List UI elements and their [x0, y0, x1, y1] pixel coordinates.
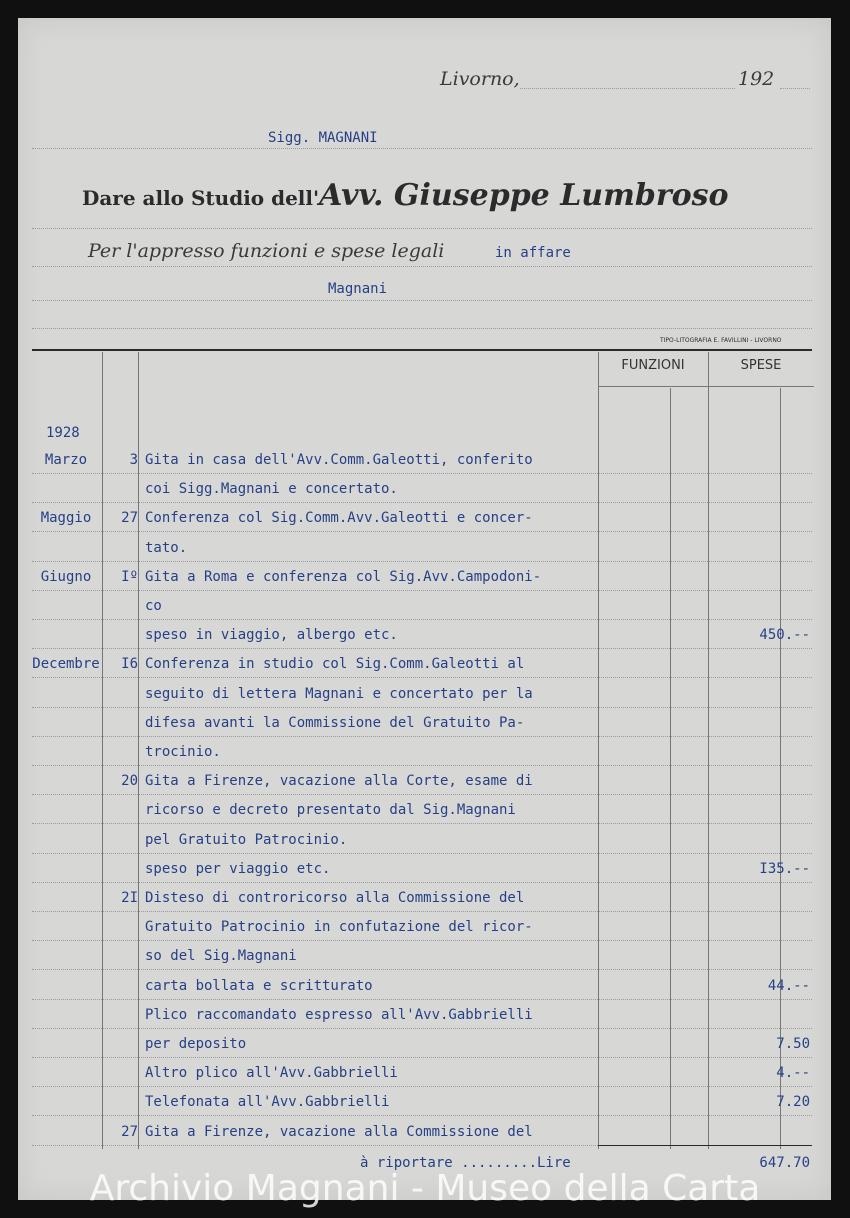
subject-line-1: in affare [495, 245, 571, 261]
ledger-row [0, 623, 850, 651]
ledger-row-dotline [32, 1086, 812, 1087]
ledger-row-dotline [32, 794, 812, 795]
ledger-description: co [145, 598, 162, 614]
ledger-row-dotline [32, 473, 812, 474]
ledger-row [0, 448, 850, 476]
carry-forward-label: à riportare .........Lire [360, 1155, 571, 1171]
recipient-dotline [32, 148, 812, 149]
ledger-description: per deposito [145, 1036, 247, 1052]
ledger-row-dotline [32, 736, 812, 737]
title-prefix: Dare allo Studio dell' [82, 186, 320, 210]
ledger-row [0, 974, 850, 1002]
ledger-row-dotline [32, 1057, 812, 1058]
ledger-row [0, 477, 850, 505]
ledger-month: Decembre [32, 656, 100, 673]
ledger-row [0, 711, 850, 739]
ledger-day: 27 [121, 1123, 138, 1140]
ledger-spese-amount: 450.-- [759, 627, 810, 644]
ledger-spese-amount: 44.-- [767, 977, 810, 994]
ledger-description: speso per viaggio etc. [145, 860, 331, 877]
funzioni-header: FUNZIONI [621, 358, 685, 373]
ledger-day: 3 [129, 452, 138, 468]
ledger-row-dotline [32, 911, 812, 912]
ledger-row [0, 506, 850, 534]
printer-credit: TIPO-LITOGRAFIA E. FAVILLINI - LIVORNO [660, 337, 782, 344]
ledger-description: speso in viaggio, albergo etc. [145, 627, 398, 644]
ledger-row-dotline [32, 619, 812, 620]
ledger-row-dotline [32, 590, 812, 591]
ledger-description: carta bollata e scritturato [145, 977, 373, 994]
ledger-row [0, 944, 850, 972]
ledger-row [0, 857, 850, 885]
title-name: Avv. Giuseppe Lumbroso [319, 178, 729, 213]
ledger-description: tato. [145, 539, 188, 556]
ledger-day: 2I [121, 890, 138, 906]
ledger-row [0, 652, 850, 680]
ledger-description: Altro plico all'Avv.Gabbrielli [145, 1065, 398, 1082]
ledger-day: I6 [121, 656, 138, 673]
ledger-month: Maggio [40, 510, 92, 527]
ledger-row [0, 740, 850, 768]
ledger-row [0, 798, 850, 826]
ledger-description: coi Sigg.Magnani e concertato. [145, 481, 398, 498]
archive-watermark: Archivio Magnani - Museo della Carta [89, 1168, 761, 1209]
date-dotline [520, 88, 735, 89]
title-dotline [32, 228, 812, 229]
ledger-description: Gita in casa dell'Avv.Comm.Galeotti, conferito [145, 452, 533, 468]
ledger-description: Disteso di controricorso alla Commissione del [145, 890, 525, 906]
ledger-spese-amount: 4.-- [776, 1065, 810, 1082]
subtitle: Per l'appresso funzioni e spese legali [88, 240, 445, 262]
spese-header: SPESE [740, 358, 782, 373]
ledger-row-dotline [32, 853, 812, 854]
ledger-row-dotline [32, 707, 812, 708]
ledger-row [0, 594, 850, 622]
ledger-row-dotline [32, 531, 812, 532]
ledger-row-dotline [32, 1028, 812, 1029]
ledger-month: Marzo [44, 452, 88, 468]
ledger-row-dotline [32, 823, 812, 824]
ledger-row-dotline [32, 677, 812, 678]
ledger-row [0, 1061, 850, 1089]
year-dotline [780, 88, 810, 89]
ledger-row [0, 769, 850, 797]
letterhead-title [82, 178, 729, 213]
header-rule [32, 349, 812, 351]
ledger-row-dotline [32, 882, 812, 883]
blank-dotline [32, 328, 812, 329]
ledger-description: trocinio. [145, 744, 221, 760]
subject-dotline [32, 300, 812, 301]
ledger-description: Telefonata all'Avv.Gabbrielli [145, 1094, 390, 1111]
ledger-row [0, 828, 850, 856]
ledger-description: Gita a Roma e conferenza col Sig.Avv.Campodoni- [145, 568, 542, 585]
subject-line-2: Magnani [328, 281, 388, 297]
ledger-row [0, 536, 850, 564]
ledger-row [0, 1003, 850, 1031]
ledger-row [0, 1120, 850, 1148]
ledger-day: 27 [121, 510, 138, 527]
ledger-row-dotline [32, 969, 812, 970]
ledger-description: pel Gratuito Patrocinio. [145, 831, 348, 848]
ledger-row-dotline [32, 765, 812, 766]
ledger-spese-amount: I35.-- [759, 860, 810, 877]
ledger-row [0, 886, 850, 914]
subtitle-dotline [32, 266, 812, 267]
ledger-row-dotline [32, 648, 812, 649]
ledger-row [0, 1032, 850, 1060]
ledger-row [0, 915, 850, 943]
ledger-description: Gratuito Patrocinio in confutazione del ricor- [145, 919, 533, 936]
column-header-underline [598, 386, 814, 387]
ledger-description: ricorso e decreto presentato dal Sig.Magnani [145, 802, 516, 819]
ledger-row-dotline [32, 502, 812, 503]
ledger-description: Conferenza in studio col Sig.Comm.Galeotti al [145, 656, 525, 673]
footer-rule [598, 1145, 812, 1146]
ledger-month: Giugno [40, 568, 92, 585]
ledger-row-dotline [32, 940, 812, 941]
ledger-day: 20 [121, 773, 138, 790]
ledger-row [0, 1090, 850, 1118]
ledger-spese-amount: 7.50 [776, 1036, 810, 1052]
ledger-description: Gita a Firenze, vacazione alla Corte, esame di [145, 773, 533, 790]
ledger-description: Gita a Firenze, vacazione alla Commissione del [145, 1123, 533, 1140]
ledger-description: seguito di lettera Magnani e concertato per la [145, 685, 533, 702]
year-label: 1928 [46, 425, 80, 441]
recipient: Sigg. MAGNANI [268, 130, 378, 146]
ledger-row-dotline [32, 561, 812, 562]
ledger-description: so del Sig.Magnani [145, 948, 297, 965]
ledger-row-dotline [32, 1115, 812, 1116]
year-prefix: 192 [738, 68, 775, 90]
carry-forward-total: 647.70 [759, 1155, 810, 1171]
ledger-description: difesa avanti la Commissione del Gratuito Pa- [145, 714, 525, 731]
ledger-spese-amount: 7.20 [776, 1094, 810, 1111]
ledger-description: Plico raccomandato espresso all'Avv.Gabbrielli [145, 1006, 533, 1023]
ledger-row [0, 565, 850, 593]
ledger-row [0, 682, 850, 710]
place-label: Livorno, [440, 68, 520, 90]
ledger-row-dotline [32, 999, 812, 1000]
ledger-day: Iº [121, 568, 138, 585]
ledger-description: Conferenza col Sig.Comm.Avv.Galeotti e concer- [145, 510, 533, 527]
